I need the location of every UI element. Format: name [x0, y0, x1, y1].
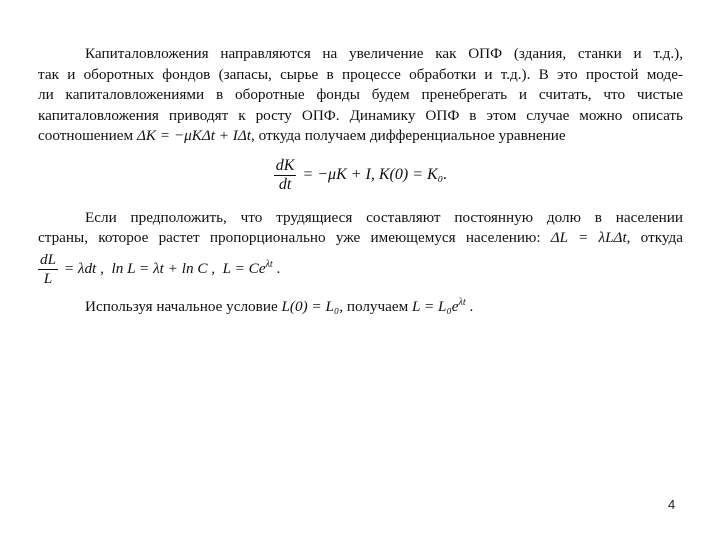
paragraph-initial-condition [38, 298, 683, 316]
page-number: 4 [668, 497, 676, 512]
paragraph3-end: . [465, 297, 474, 315]
fraction-dl-l [38, 251, 58, 288]
fraction-denominator: dt [278, 175, 292, 193]
fraction-numerator: dK [275, 156, 295, 174]
formula-result-base: L = L₀e [412, 297, 459, 315]
paragraph3-prefix: Используя начальное условие [85, 297, 282, 315]
equation2-part2: ln L = λt + ln C , [111, 259, 216, 277]
paragraph1-line5-suffix: , откуда получаем дифференциальное уравнение [251, 127, 566, 144]
formula-result-exponent: λt [458, 296, 466, 308]
formula-initial-condition: L(0) = L₀ [281, 297, 340, 315]
paragraph3-middle: , получаем [339, 297, 413, 315]
equation2-part3-exponent: λt [265, 258, 273, 270]
paragraph2-line2 [38, 228, 683, 249]
paragraph1-line4: капиталовложения приводят к росту ОПФ. Динамику ОПФ в этом случае можно описать [38, 106, 683, 124]
fraction-dk-dt [274, 157, 297, 194]
population-equations [38, 251, 683, 288]
paragraph-population [38, 208, 683, 249]
formula-delta-k: ΔK = −μKΔt + IΔt [136, 127, 251, 144]
equation2-part3-end: . [272, 259, 281, 277]
paragraph1-line2: так и оборотных фондов (запасы, сырье в процессе обработки и т.д.). В это простой моде- [38, 65, 683, 83]
formula-delta-l: ΔL = λLΔt [550, 229, 627, 246]
paragraph-capital-investments [38, 44, 683, 147]
differential-equation-k [38, 157, 683, 194]
paragraph1-line3: ли капиталовложениями в оборотные фонды будем пренебрегать и считать, что чистые [38, 86, 683, 103]
fraction-numerator: dL [40, 250, 57, 268]
fraction-denominator: L [43, 269, 53, 287]
document-page [38, 44, 683, 316]
paragraph2-line2-prefix: страны, которое растет пропорционально уже имеющемуся населению: [38, 229, 551, 246]
paragraph1-line1: Капиталовложения направляются на увеличение как ОПФ (здания, станки и т.д.), [85, 45, 683, 62]
equation2-part1: = λdt , [63, 259, 104, 277]
equation2-part3-base: L = Ce [222, 259, 266, 277]
paragraph2-line1: Если предположить, что трудящиеся составляют постоянную долю в населении [85, 208, 683, 226]
paragraph1-line5-prefix: соотношением [38, 127, 137, 144]
equation1-rhs: = −μK + I, K(0) = K₀. [302, 165, 448, 183]
paragraph2-line2-suffix: , откуда [626, 229, 683, 246]
paragraph1-line5 [38, 126, 683, 147]
